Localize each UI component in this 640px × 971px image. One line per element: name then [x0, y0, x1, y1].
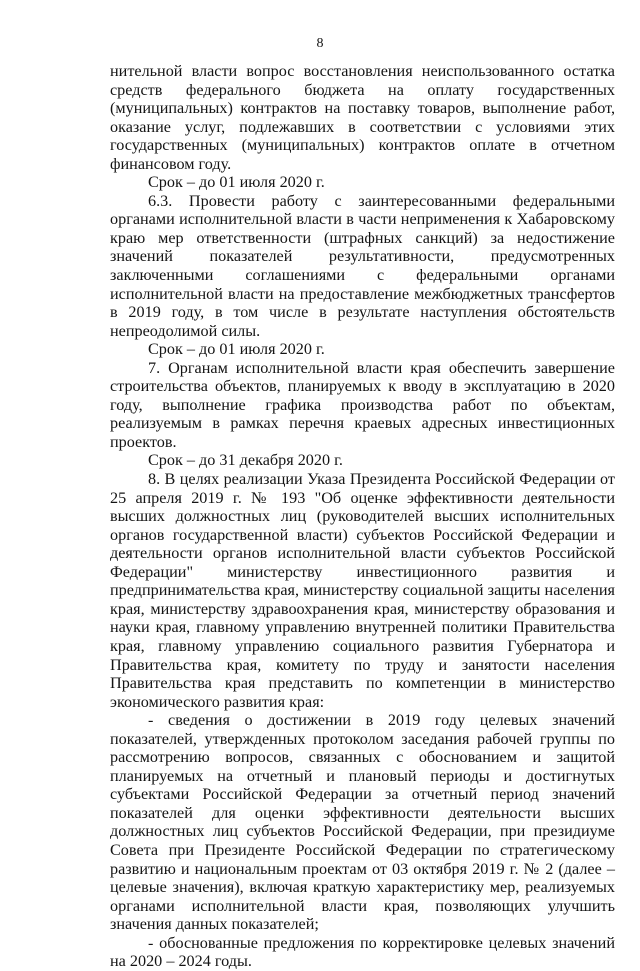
page-number: 8: [316, 36, 324, 51]
paragraph-item-7: 7. Органам исполнительной власти края обеспечить завершение строительства объектов, планируемых к вводу в эксплуатацию в 2020 году, выполнение графика производства работ по объектам, реализуемым в рамках перечня краевых адресных инвестиционных проектов.: [110, 358, 615, 451]
list-item-indicators: - сведения о достижении в 2019 году целевых значений показателей, утвержденных протоколом заседания рабочей группы по рассмотрению вопросов, связанных с обоснованием и защитой планируемых на отчетный и плановый периоды и достигнутых субъектами Российской Федерации за отчетный период значений показателей для оценки эффективности деятельности высших должностных лиц субъектов Российской Федерации, при президиуме Совета при Президенте Российской Федерации по стратегическому развитию и национальным проектам от 03 октября 2019 г. № 2 (далее – целевые значения), включая краткую характеристику мер, реализуемых органами исполнительной власти края, позволяющих улучшить значения данных показателей;: [110, 711, 615, 934]
paragraph-continuation: нительной власти вопрос восстановления неиспользованного остатка средств федерального бюджета на оплату государственных (муниципальных) контрактов на поставку товаров, выполнение работ, оказание услуг, подлежавших в соответствии с условиями этих государственных (муниципальных) контрактов оплате в отчетном финансовом году.: [110, 62, 615, 173]
paragraph-item-6-3: 6.3. Провести работу с заинтересованными федеральными органами исполнительной власти в части неприменения к Хабаровскому краю мер ответственности (штрафных санкций) за недостижение значений показателей результативности, предусмотренных заключенными соглашениями с федеральными органами исполнительной власти на предоставление межбюджетных трансфертов в 2019 году, в том числе в результате наступления обстоятельств непреодолимой силы.: [110, 191, 615, 340]
deadline-paragraph: Срок – до 01 июля 2020 г.: [148, 340, 325, 359]
document-body: [110, 62, 615, 971]
paragraph-item-8: 8. В целях реализации Указа Президента Российской Федерации от 25 апреля 2019 г. № 193 "Об оценке эффективности деятельности высших должностных лиц (руководителей высших исполнительных органов государственной власти) субъектов Российской Федерации и деятельности органов исполнительной власти субъектов Российской Федерации" министерству инвестиционного развития и предпринимательства края, министерству социальной защиты населения края, министерству здравоохранения края, министерству образования и науки края, главному управлению внутренней политики Правительства края, главному управлению социального развития Губернатора и Правительства края, комитету по труду и занятости населения Правительства края представить по компетенции в министерство экономического развития края:: [110, 470, 615, 711]
deadline-paragraph: Срок – до 31 декабря 2020 г.: [148, 451, 343, 470]
list-item-proposals: - обоснованные предложения по корректировке целевых значений на 2020 – 2024 годы.: [110, 933, 615, 971]
deadline-paragraph: Срок – до 01 июля 2020 г.: [148, 173, 325, 192]
